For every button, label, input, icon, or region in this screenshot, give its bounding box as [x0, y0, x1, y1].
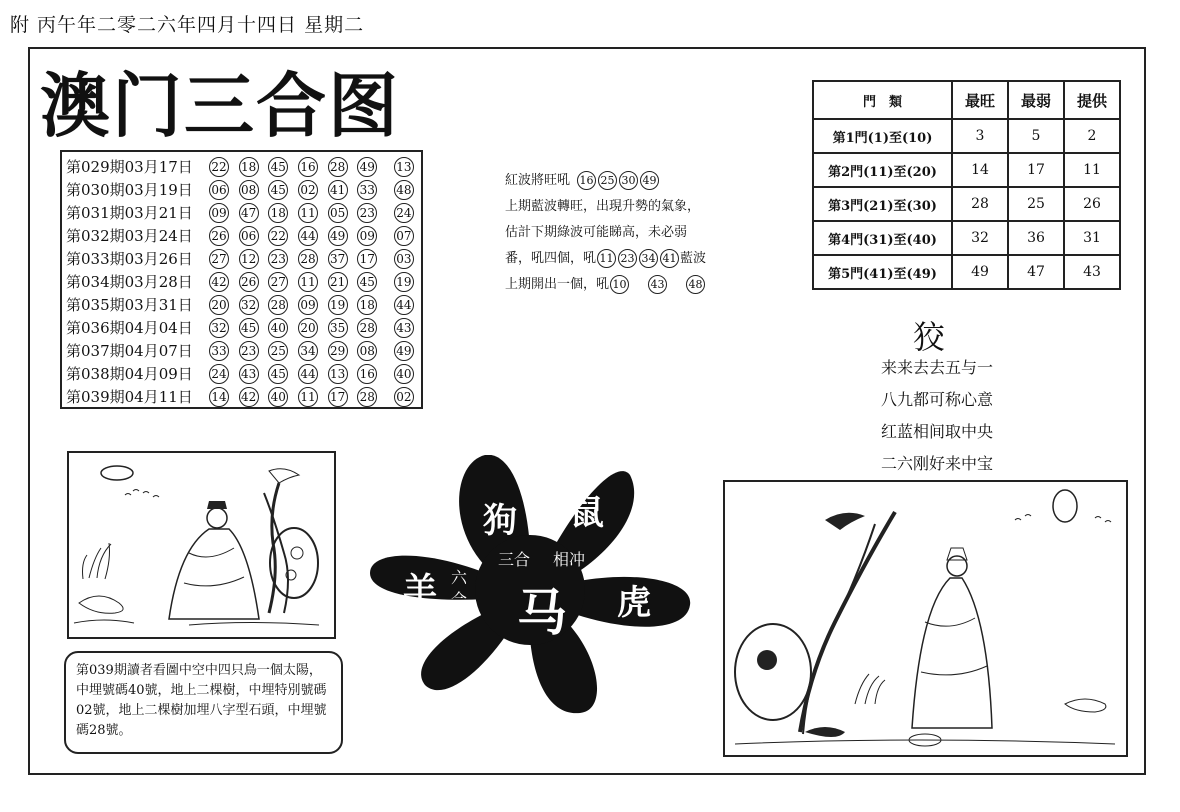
- table-cell: 2: [1064, 119, 1120, 153]
- number-ball: 28: [268, 295, 288, 315]
- table-header: 提供: [1064, 81, 1120, 119]
- poem-line: 红蓝相间取中央: [880, 422, 993, 441]
- poem-line: 二六刚好来中宝: [880, 454, 993, 473]
- number-ball: 34: [298, 341, 318, 361]
- number-ball: 28: [357, 318, 377, 338]
- number-ball: 11: [298, 387, 318, 407]
- number-ball: 19: [328, 295, 348, 315]
- history-row: [66, 155, 417, 178]
- table-row-label: 第5門(41)至(49): [813, 255, 952, 289]
- number-ball: 13: [328, 364, 348, 384]
- number-ball: 11: [597, 249, 616, 268]
- table-header: 門 類: [813, 81, 952, 119]
- para-line-5-nums: [609, 272, 706, 298]
- number-ball: 09: [357, 226, 377, 246]
- history-row-label: 第032期03月24日: [66, 227, 193, 245]
- para-line-5-text: 上期開出一個，吼: [505, 277, 610, 292]
- number-ball: 16: [577, 171, 596, 190]
- number-ball: 19: [394, 272, 414, 292]
- number-ball: 14: [209, 387, 229, 407]
- number-ball: 45: [268, 180, 288, 200]
- number-ball: 20: [209, 295, 229, 315]
- history-row-label: 第031期03月21日: [66, 204, 193, 222]
- history-row-label: 第030期03月19日: [66, 181, 193, 199]
- history-row-label: 第035期03月31日: [66, 296, 193, 314]
- para-line-3: 估計下期綠波可能睇高，未必弱: [505, 225, 688, 240]
- history-row-label: 第038期04月09日: [66, 365, 193, 383]
- zodiac-dog: 狗: [483, 501, 517, 541]
- history-row: [66, 385, 417, 408]
- number-ball: 49: [394, 341, 414, 361]
- number-ball: 32: [209, 318, 229, 338]
- history-row: [66, 270, 417, 293]
- number-ball: 11: [298, 203, 318, 223]
- table-cell: 11: [1064, 153, 1120, 187]
- history-row: [66, 224, 417, 247]
- number-ball: 27: [268, 272, 288, 292]
- number-ball: 28: [328, 157, 348, 177]
- table-row-label: 第4門(31)至(40): [813, 221, 952, 255]
- history-row: [66, 201, 417, 224]
- history-row: [66, 293, 417, 316]
- number-ball: 49: [357, 157, 377, 177]
- number-ball: 41: [328, 180, 348, 200]
- history-row-numbers: [206, 341, 417, 361]
- table-row: [813, 187, 1120, 221]
- number-ball: 48: [394, 180, 414, 200]
- table-header: 最旺: [952, 81, 1008, 119]
- history-row-numbers: [206, 272, 417, 292]
- number-ball: 43: [648, 275, 667, 294]
- para-line-4-nums: [596, 246, 680, 272]
- zodiac-goat: 羊: [403, 571, 437, 611]
- history-row-numbers: [206, 364, 417, 384]
- number-ball: 17: [357, 249, 377, 269]
- history-row-numbers: [206, 180, 417, 200]
- history-table: [60, 150, 423, 409]
- page-title: 澳门三合图: [40, 65, 400, 147]
- number-ball: 34: [639, 249, 658, 268]
- number-ball: 08: [357, 341, 377, 361]
- number-ball: 21: [328, 272, 348, 292]
- number-ball: 13: [394, 157, 414, 177]
- table-cell: 49: [952, 255, 1008, 289]
- table-cell: 3: [952, 119, 1008, 153]
- number-ball: 49: [640, 171, 659, 190]
- table-header: 最弱: [1008, 81, 1064, 119]
- scholar-under-tree-picture: [69, 453, 334, 637]
- caption-box: 第039期讀者看圖中空中四只鳥一個太陽，中埋號碼40號，地上二棵樹，中埋特別號碼02號，地上二棵樹加埋八字型石頭，中埋號碼28號。: [64, 651, 343, 754]
- number-ball: 33: [209, 341, 229, 361]
- zodiac-rat: 鼠: [570, 493, 604, 533]
- number-ball: 25: [268, 341, 288, 361]
- history-row-label: 第036期04月04日: [66, 319, 193, 337]
- number-ball: 35: [328, 318, 348, 338]
- number-ball: 44: [298, 226, 318, 246]
- history-row-numbers: [206, 295, 417, 315]
- number-ball: 23: [618, 249, 637, 268]
- table-row: [813, 221, 1120, 255]
- para-line-1-text: 紅波將旺吼: [505, 173, 571, 188]
- number-ball: 16: [357, 364, 377, 384]
- number-ball: 06: [239, 226, 259, 246]
- number-ball: 45: [268, 364, 288, 384]
- number-ball: 18: [357, 295, 377, 315]
- number-ball: 40: [394, 364, 414, 384]
- number-ball: 27: [209, 249, 229, 269]
- number-ball: 47: [239, 203, 259, 223]
- para-line-4-text: 番，吼四個，吼: [505, 251, 597, 266]
- zodiac-tiger: 虎: [617, 583, 651, 623]
- para-line-1: [505, 168, 735, 194]
- label-liuhe-1: 六: [451, 568, 468, 587]
- poem-line: 来来去去五与一: [880, 358, 993, 377]
- old-man-and-tree-picture: [725, 482, 1126, 755]
- table-cell: 5: [1008, 119, 1064, 153]
- para-line-1-nums: [576, 168, 660, 194]
- table-cell: 17: [1008, 153, 1064, 187]
- number-ball: 18: [239, 157, 259, 177]
- number-ball: 26: [239, 272, 259, 292]
- left-illustration: [67, 451, 336, 639]
- label-xiangchong: 相冲: [553, 550, 586, 569]
- number-ball: 20: [298, 318, 318, 338]
- poem-line: 八九都可称心意: [880, 390, 993, 409]
- history-row-label: 第037期04月07日: [66, 342, 193, 360]
- table-cell: 25: [1008, 187, 1064, 221]
- table-cell: 32: [952, 221, 1008, 255]
- para-line-2: 上期藍波轉旺，出現升勢的氣象，: [505, 199, 701, 214]
- label-liuhe-2: 合: [451, 590, 468, 609]
- right-illustration: [723, 480, 1128, 757]
- number-ball: 02: [394, 387, 414, 407]
- number-ball: 44: [298, 364, 318, 384]
- para-line-5: [505, 272, 735, 298]
- number-ball: 23: [268, 249, 288, 269]
- number-ball: 42: [239, 387, 259, 407]
- number-ball: 09: [298, 295, 318, 315]
- number-ball: 24: [209, 364, 229, 384]
- history-row-label: 第029期03月17日: [66, 158, 193, 176]
- number-ball: 30: [619, 171, 638, 190]
- history-row-numbers: [206, 203, 417, 223]
- history-row-numbers: [206, 226, 417, 246]
- table-cell: 31: [1064, 221, 1120, 255]
- table-cell: 26: [1064, 187, 1120, 221]
- history-row: [66, 339, 417, 362]
- number-ball: 11: [298, 272, 318, 292]
- number-ball: 49: [328, 226, 348, 246]
- number-ball: 05: [328, 203, 348, 223]
- number-ball: 37: [328, 249, 348, 269]
- para-line-4-suffix: 藍波: [680, 251, 707, 266]
- history-row-label: 第034期03月28日: [66, 273, 193, 291]
- number-ball: 45: [357, 272, 377, 292]
- number-ball: 07: [394, 226, 414, 246]
- table-cell: 28: [952, 187, 1008, 221]
- number-ball: 40: [268, 318, 288, 338]
- table-row: [813, 119, 1120, 153]
- zodiac-horse: 马: [517, 583, 567, 642]
- para-line-4: [505, 246, 735, 272]
- number-ball: 32: [239, 295, 259, 315]
- number-ball: 45: [268, 157, 288, 177]
- history-row-numbers: [206, 249, 417, 269]
- table-cell: 43: [1064, 255, 1120, 289]
- number-ball: 23: [239, 341, 259, 361]
- number-ball: 12: [239, 249, 259, 269]
- number-ball: 45: [239, 318, 259, 338]
- number-ball: 42: [209, 272, 229, 292]
- table-row-label: 第3門(21)至(30): [813, 187, 952, 221]
- number-ball: 28: [298, 249, 318, 269]
- number-ball: 02: [298, 180, 318, 200]
- number-ball: 48: [686, 275, 705, 294]
- prediction-paragraph: [505, 168, 735, 298]
- number-ball: 28: [357, 387, 377, 407]
- history-row: [66, 316, 417, 339]
- number-ball: 43: [239, 364, 259, 384]
- number-ball: 16: [298, 157, 318, 177]
- history-row-label: 第039期04月11日: [66, 388, 193, 406]
- table-row: [813, 255, 1120, 289]
- number-ball: 03: [394, 249, 414, 269]
- history-row-label: 第033期03月26日: [66, 250, 193, 268]
- number-ball: 24: [394, 203, 414, 223]
- table-row-label: 第1門(1)至(10): [813, 119, 952, 153]
- header-date: 附 丙午年二零二六年四月十四日 星期二: [10, 14, 365, 36]
- table-row-label: 第2門(11)至(20): [813, 153, 952, 187]
- history-row-numbers: [206, 318, 417, 338]
- table-cell: 36: [1008, 221, 1064, 255]
- number-ball: 29: [328, 341, 348, 361]
- number-ball: 22: [209, 157, 229, 177]
- history-row: [66, 247, 417, 270]
- zodiac-character: 狡: [913, 318, 946, 356]
- number-ball: 10: [610, 275, 629, 294]
- number-ball: 23: [357, 203, 377, 223]
- number-ball: 40: [268, 387, 288, 407]
- history-row: [66, 362, 417, 385]
- door-stats-table: [812, 80, 1121, 290]
- number-ball: 43: [394, 318, 414, 338]
- number-ball: 22: [268, 226, 288, 246]
- table-row: [813, 153, 1120, 187]
- number-ball: 33: [357, 180, 377, 200]
- label-sanhe: 三合: [498, 550, 531, 569]
- table-cell: 47: [1008, 255, 1064, 289]
- number-ball: 44: [394, 295, 414, 315]
- poem: [862, 352, 1012, 480]
- history-row-numbers: [206, 157, 417, 177]
- number-ball: 09: [209, 203, 229, 223]
- number-ball: 41: [660, 249, 679, 268]
- number-ball: 25: [598, 171, 617, 190]
- history-row-numbers: [206, 387, 417, 407]
- number-ball: 26: [209, 226, 229, 246]
- table-cell: 14: [952, 153, 1008, 187]
- number-ball: 08: [239, 180, 259, 200]
- zodiac-flower: [365, 455, 695, 715]
- number-ball: 06: [209, 180, 229, 200]
- history-row: [66, 178, 417, 201]
- number-ball: 17: [328, 387, 348, 407]
- number-ball: 18: [268, 203, 288, 223]
